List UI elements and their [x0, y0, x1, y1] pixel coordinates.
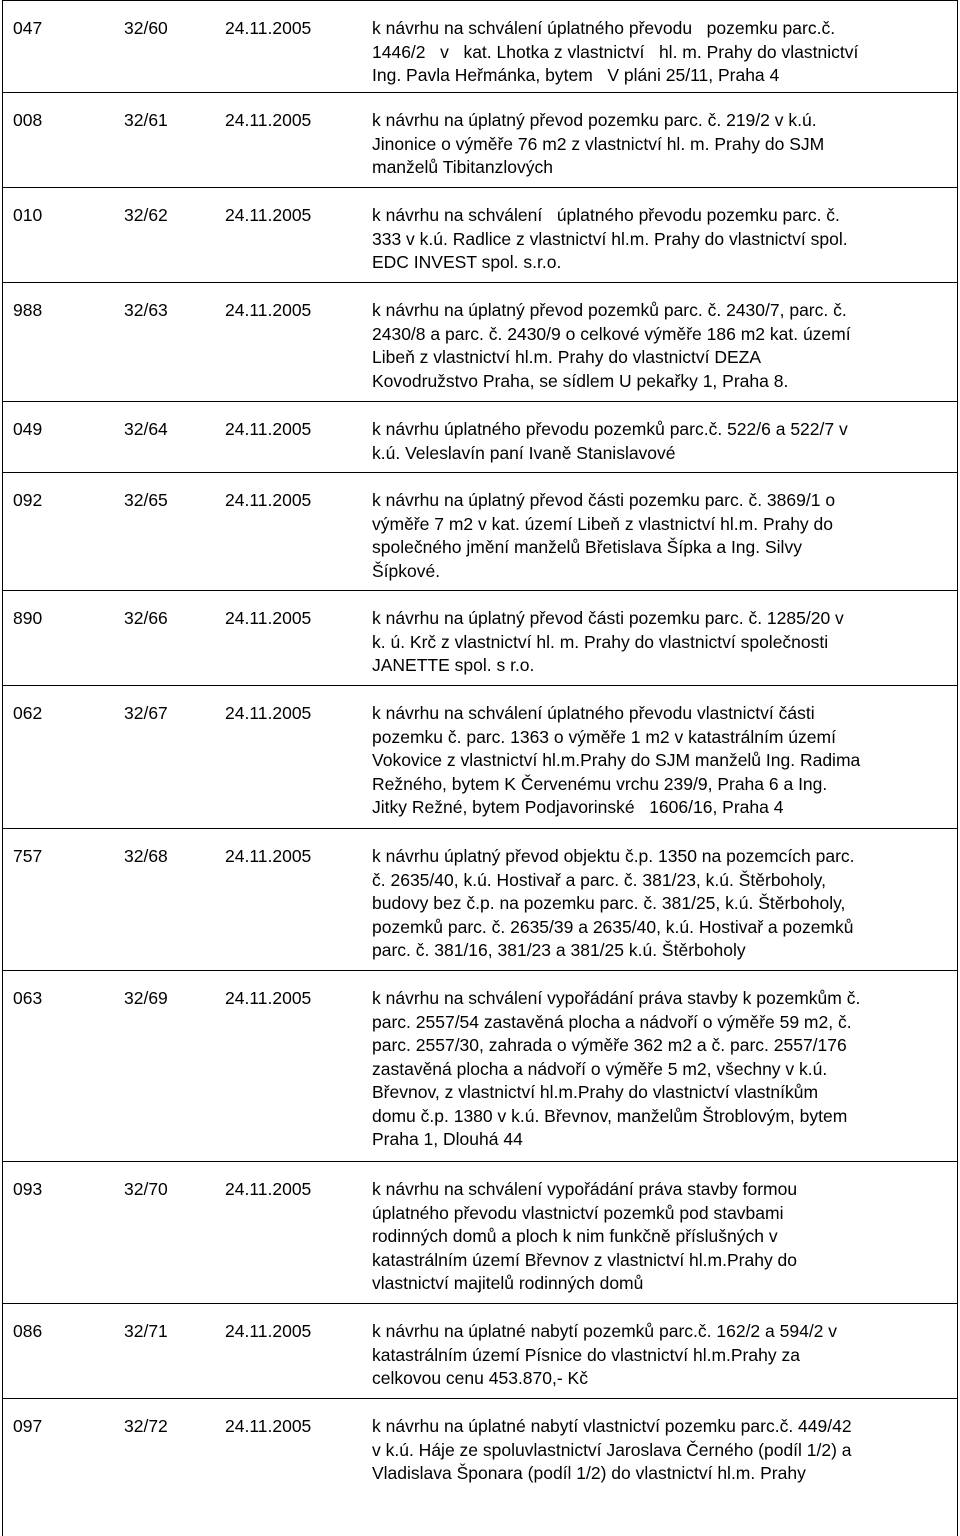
resolution-text-line: parc. č. 381/16, 381/23 a 381/25 k.ú. Štěrboholy — [372, 940, 746, 960]
resolution-text-line: Vladislava Šponara (podíl 1/2) do vlastnictví hl.m. Prahy — [372, 1463, 806, 1483]
resolution-text-line: Šípkové. — [372, 560, 441, 581]
resolution-date: 24.11.2005 — [225, 110, 312, 130]
resolution-text — [372, 702, 942, 820]
resolution-text — [372, 1320, 942, 1391]
record-number: 757 — [13, 846, 43, 866]
resolution-text — [372, 299, 942, 393]
table-row — [3, 1, 957, 93]
resolution-date: 24.11.2005 — [225, 1179, 312, 1199]
resolution-number: 32/71 — [124, 1321, 168, 1341]
table-row — [3, 591, 957, 686]
record-number: 988 — [13, 300, 43, 320]
resolution-text-line: celkovou cenu 453.870,- Kč — [372, 1368, 588, 1388]
resolution-text — [372, 1415, 942, 1486]
resolution-text-line: Kovodružstvo Praha, se sídlem U pekařky 1, Praha 8. — [372, 370, 789, 391]
resolution-text-line: společného jmění manželů Břetislava Šípka a Ing. Silvy — [372, 537, 802, 557]
record-number: 093 — [13, 1179, 43, 1199]
resolution-text-line: č. 2635/40, k.ú. Hostivař a parc. č. 381/23, k.ú. Štěrboholy, — [372, 869, 826, 890]
resolution-number: 32/62 — [124, 205, 168, 225]
resolution-text-line: k návrhu na schválení vypořádání práva stavby k pozemkům č. — [372, 988, 861, 1008]
resolution-number: 32/72 — [124, 1416, 168, 1436]
resolution-text-line: Jitky Režné, bytem Podjavorinské 1606/16, Praha 4 — [372, 797, 784, 817]
resolution-text-line: k návrhu na úplatné nabytí pozemků parc.č. 162/2 a 594/2 v — [372, 1321, 838, 1341]
resolution-date: 24.11.2005 — [225, 846, 312, 866]
record-number: 047 — [13, 18, 43, 38]
resolution-date: 24.11.2005 — [225, 18, 312, 38]
resolution-text — [372, 987, 942, 1152]
resolution-text-line: úplatného převodu vlastnictví pozemků pod stavbami — [372, 1202, 784, 1223]
resolution-text-line: k návrhu úplatný převod objektu č.p. 1350 na pozemcích parc. — [372, 846, 855, 866]
resolution-number: 32/60 — [124, 18, 168, 38]
table-row — [3, 473, 957, 591]
resolution-text — [372, 607, 942, 678]
resolution-number: 32/70 — [124, 1179, 168, 1199]
table-row — [3, 1162, 957, 1304]
resolution-text-line: k návrhu na úplatné nabytí vlastnictví pozemku parc.č. 449/42 — [372, 1416, 852, 1436]
resolution-text — [372, 845, 942, 963]
resolution-text-line: Vokovice z vlastnictví hl.m.Prahy do SJM manželů Ing. Radima — [372, 750, 861, 770]
resolution-text-line: k. ú. Krč z vlastnictví hl. m. Prahy do vlastnictví společnosti — [372, 631, 829, 652]
resolution-text-line: k.ú. Veleslavín paní Ivaně Stanislavové — [372, 442, 676, 463]
resolution-text-line: zastavěná plocha a nádvoří o výměře 5 m2, všechny v k.ú. — [372, 1058, 828, 1079]
resolution-text-line: manželů Tibitanzlových — [372, 157, 553, 177]
resolution-number: 32/65 — [124, 490, 168, 510]
resolution-text-line: k návrhu na úplatný převod části pozemku parc. č. 1285/20 v — [372, 608, 844, 628]
resolution-text-line: Břevnov, z vlastnictví hl.m.Prahy do vlastnictví vlastníkům — [372, 1082, 819, 1102]
resolution-text-line: Režného, bytem K Červenému vrchu 239/9, Praha 6 a Ing. — [372, 773, 828, 794]
resolution-date: 24.11.2005 — [225, 1321, 312, 1341]
resolution-text-line: k návrhu na úplatný převod části pozemku parc. č. 3869/1 o — [372, 490, 836, 510]
resolution-number: 32/67 — [124, 703, 168, 723]
resolution-text-line: 1446/2 v kat. Lhotka z vlastnictví hl. m. Prahy do vlastnictví — [372, 41, 859, 62]
record-number: 086 — [13, 1321, 43, 1341]
resolution-number: 32/66 — [124, 608, 168, 628]
resolution-text — [372, 17, 942, 88]
resolution-text-line: katastrálním území Břevnov z vlastnictví hl.m.Prahy do — [372, 1249, 798, 1270]
resolution-text-line: katastrálním území Písnice do vlastnictví hl.m.Prahy za — [372, 1344, 800, 1365]
resolution-text-line: pozemků parc. č. 2635/39 a 2635/40, k.ú. Hostivař a pozemků — [372, 916, 854, 937]
record-number: 062 — [13, 703, 43, 723]
resolution-text — [372, 204, 942, 275]
resolution-date: 24.11.2005 — [225, 1416, 312, 1436]
record-number: 049 — [13, 419, 43, 439]
table-row — [3, 188, 957, 283]
resolution-date: 24.11.2005 — [225, 608, 312, 628]
resolution-text — [372, 109, 942, 180]
resolution-number: 32/68 — [124, 846, 168, 866]
resolution-number: 32/69 — [124, 988, 168, 1008]
resolution-date: 24.11.2005 — [225, 419, 312, 439]
resolution-text-line: Jinonice o výměře 76 m2 z vlastnictví hl. m. Prahy do SJM — [372, 133, 825, 154]
resolution-date: 24.11.2005 — [225, 205, 312, 225]
resolution-number: 32/61 — [124, 110, 168, 130]
resolution-text — [372, 489, 942, 583]
table-row — [3, 1399, 957, 1536]
resolution-text-line: domu č.p. 1380 v k.ú. Břevnov, manželům Štroblovým, bytem — [372, 1105, 848, 1126]
resolution-text — [372, 1178, 942, 1296]
resolution-number: 32/64 — [124, 419, 168, 439]
resolution-text-line: k návrhu na schválení úplatného převodu pozemku parc. č. — [372, 205, 840, 225]
resolution-text-line: k návrhu na schválení úplatného převodu pozemku parc.č. — [372, 18, 836, 38]
resolution-text-line: k návrhu na schválení úplatného převodu vlastnictví části — [372, 703, 815, 723]
resolution-text-line: EDC INVEST spol. s.r.o. — [372, 252, 562, 272]
resolution-text-line: k návrhu na schválení vypořádání práva stavby formou — [372, 1179, 798, 1199]
resolution-date: 24.11.2005 — [225, 490, 312, 510]
resolution-text-line: 2430/8 a parc. č. 2430/9 o celkové výměře 186 m2 kat. území — [372, 323, 851, 344]
resolution-text-line: k návrhu na úplatný převod pozemků parc. č. 2430/7, parc. č. — [372, 300, 847, 320]
resolution-table — [2, 0, 958, 1536]
resolution-text-line: výměře 7 m2 v kat. území Libeň z vlastnictví hl.m. Prahy do — [372, 513, 834, 534]
resolution-text-line: k návrhu úplatného převodu pozemků parc.č. 522/6 a 522/7 v — [372, 419, 848, 439]
resolution-text-line: v k.ú. Háje ze spoluvlastnictví Jaroslava Černého (podíl 1/2) a — [372, 1439, 852, 1460]
record-number: 008 — [13, 110, 43, 130]
table-row — [3, 829, 957, 971]
record-number: 063 — [13, 988, 43, 1008]
resolution-date: 24.11.2005 — [225, 988, 312, 1008]
resolution-text-line: k návrhu na úplatný převod pozemku parc. č. 219/2 v k.ú. — [372, 110, 817, 130]
table-row — [3, 93, 957, 188]
table-row — [3, 402, 957, 473]
resolution-text-line: vlastnictví majitelů rodinných domů — [372, 1273, 644, 1293]
record-number: 092 — [13, 490, 43, 510]
resolution-text-line: parc. 2557/54 zastavěná plocha a nádvoří o výměře 59 m2, č. — [372, 1011, 852, 1032]
resolution-text-line: Ing. Pavla Heřmánka, bytem V pláni 25/11, Praha 4 — [372, 65, 780, 85]
resolution-text — [372, 418, 942, 465]
resolution-text-line: 333 v k.ú. Radlice z vlastnictví hl.m. Prahy do vlastnictví spol. — [372, 228, 848, 249]
table-row — [3, 971, 957, 1162]
record-number: 890 — [13, 608, 43, 628]
resolution-text-line: Praha 1, Dlouhá 44 — [372, 1129, 523, 1149]
resolution-text-line: JANETTE spol. s r.o. — [372, 655, 535, 675]
resolution-text-line: parc. 2557/30, zahrada o výměře 362 m2 a č. parc. 2557/176 — [372, 1035, 847, 1055]
table-row — [3, 1304, 957, 1399]
record-number: 097 — [13, 1416, 43, 1436]
resolution-date: 24.11.2005 — [225, 703, 312, 723]
resolution-number: 32/63 — [124, 300, 168, 320]
resolution-date: 24.11.2005 — [225, 300, 312, 320]
table-row — [3, 283, 957, 402]
resolution-text-line: Libeň z vlastnictví hl.m. Prahy do vlastnictví DEZA — [372, 347, 762, 367]
resolution-text-line: rodinných domů a ploch k nim funkčně příslušných v — [372, 1226, 778, 1246]
resolution-text-line: budovy bez č.p. na pozemku parc. č. 381/25, k.ú. Štěrboholy, — [372, 893, 846, 913]
record-number: 010 — [13, 205, 43, 225]
resolution-text-line: pozemku č. parc. 1363 o výměře 1 m2 v katastrálním území — [372, 726, 836, 747]
table-row — [3, 686, 957, 829]
